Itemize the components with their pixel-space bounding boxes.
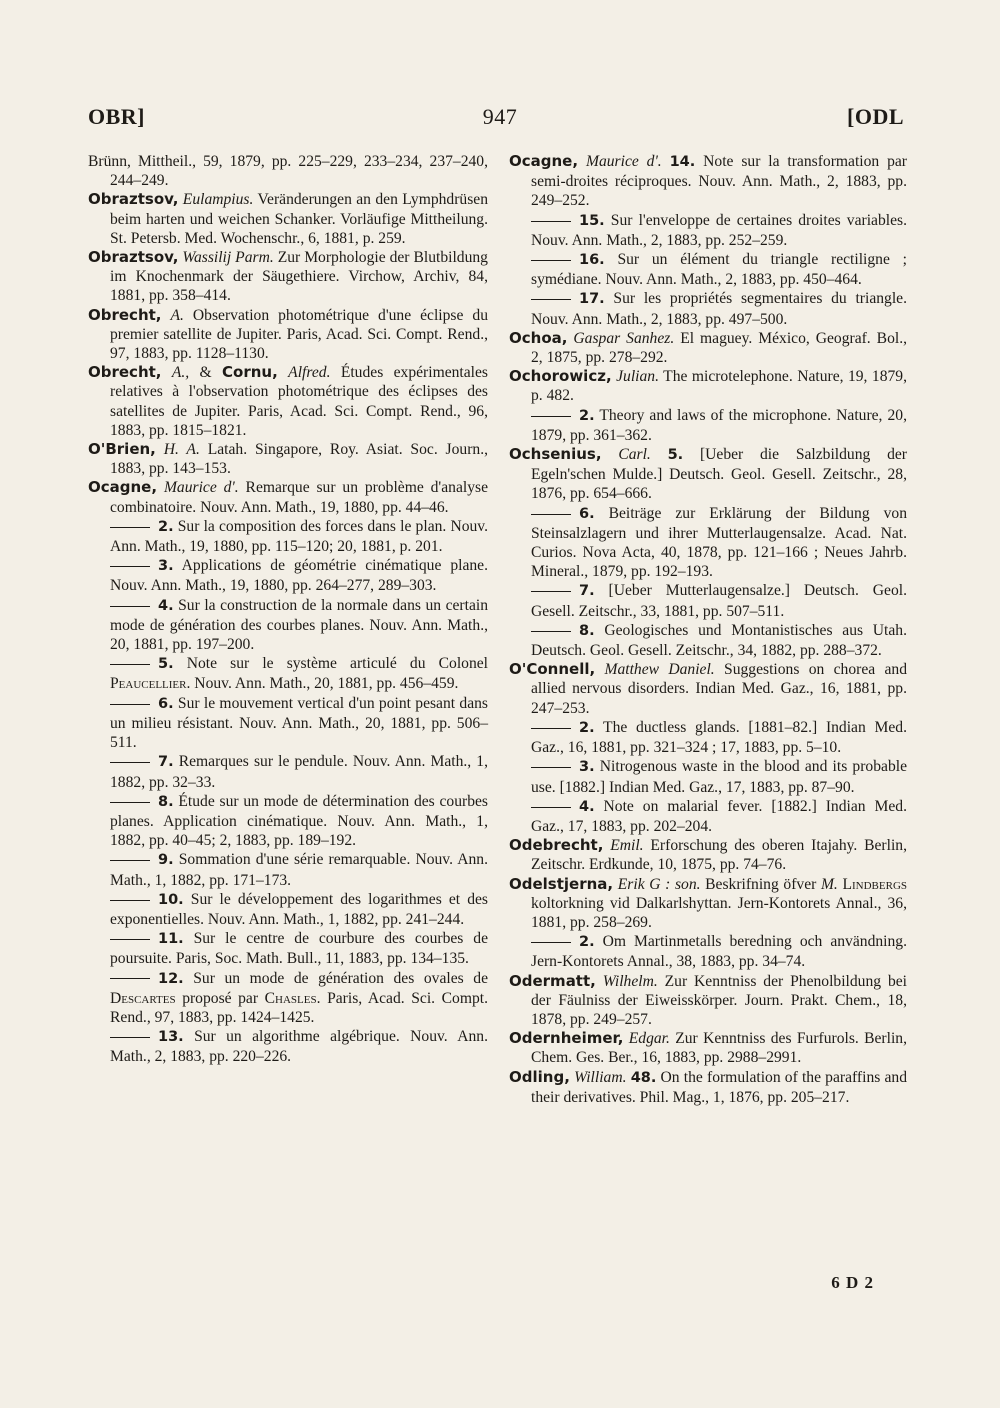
signature-mark: 6 D 2 <box>831 1273 874 1292</box>
author-given-name: Edgar. <box>628 1030 670 1048</box>
bibliography-sub-entry <box>509 621 907 660</box>
entry-number: 13. <box>158 1029 184 1046</box>
bibliography-sub-entry <box>509 406 907 445</box>
entry-text: Nitrogenous waste in the blood and its probable use. [1882.] Indian Med. Gaz., 17, 1883, pp. 87–90. <box>531 758 907 796</box>
author-given-name: Maurice d'. <box>585 153 662 170</box>
entry-number: 3. <box>158 558 174 575</box>
bibliography-entry <box>509 875 907 933</box>
entry-text: Suggestions on chorea and allied nervous disorders. Indian Med. Gaz., 16, 1881, pp. 247–253. <box>531 661 907 717</box>
bibliography-entry <box>509 660 907 718</box>
author-surname: Cornu, <box>222 363 278 382</box>
author-surname: Ochorowicz, <box>509 367 612 386</box>
ditto-dash <box>531 728 571 729</box>
ditto-dash <box>110 762 150 763</box>
bibliography-sub-entry <box>509 211 907 250</box>
bibliography-sub-entry <box>509 289 907 328</box>
author-surname: Obraztsov, <box>88 248 179 267</box>
author-given-name: Wilhelm. <box>602 972 658 990</box>
ditto-dash <box>110 704 150 705</box>
ditto-dash <box>110 664 150 665</box>
author-given-name: William. <box>574 1068 627 1086</box>
author-given-name: H. A. <box>163 441 200 459</box>
entry-text: Sur la construction de la normale dans un certain mode de génération des courbes planes. Nouv. Ann. Math., 20, 1881, pp. 197–200. <box>110 596 488 654</box>
right-column <box>509 152 907 1107</box>
bibliography-entry <box>88 478 488 516</box>
ditto-dash <box>110 802 150 803</box>
entry-text: Sur un mode de génération des ovales de <box>183 969 488 987</box>
entry-number: 7. <box>579 583 595 600</box>
bibliography-entry <box>509 836 907 874</box>
entry-text: The microtelephone. Nature, 19, 1879, p. 482. <box>531 368 907 405</box>
author-given-name: A., <box>171 364 190 382</box>
entry-text: Observation photométrique d'une éclipse du premier satellite de Jupiter. Paris, Acad. Sci. Compt. Rend., 97, 1883, pp. 1128–1130. <box>110 306 488 363</box>
author-given-name: Julian. <box>616 368 659 386</box>
entry-text: Sur la composition des forces dans le plan. Nouv. Ann. Math., 19, 1880, pp. 115–120; 20, 1881, p. 201. <box>110 517 488 556</box>
entry-number: 4. <box>579 798 595 815</box>
author-surname: Obrecht, <box>88 363 162 382</box>
entry-continuation <box>88 152 488 190</box>
bibliography-entry <box>88 190 488 248</box>
author-given-name: Erik G : son. <box>617 875 701 893</box>
entry-text: Étude sur un mode de détermination des courbes planes. Application cinématique. Nouv. Ann. Math., 1, 1882, pp. 40–45; 2, 1883, pp. 189–192. <box>110 792 488 850</box>
entry-number: 12. <box>158 970 184 987</box>
author-surname: Odelstjerna, <box>509 874 614 893</box>
entry-text: Applications de géométrie cinématique plane. Nouv. Ann. Math., 19, 1880, pp. 264–277, 289–303. <box>110 557 488 595</box>
entry-text: The ductless glands. [1881–82.] Indian Med. Gaz., 16, 1881, pp. 321–324 ; 17, 1883, pp. 5–10. <box>531 718 907 757</box>
author-surname: Odernheimer, <box>509 1029 624 1048</box>
entry-text: Theory and laws of the microphone. Nature, 20, 1879, pp. 361–362. <box>531 406 907 444</box>
entry-number: 16. <box>579 252 605 269</box>
entry-text: Geologisches und Montanistisches aus Utah. Deutsch. Geol. Gesell. Zeitschr., 34, 1882, pp. 288–372. <box>531 621 907 660</box>
entry-text: Zur Kenntniss der Phenolbildung bei der Fäulniss der Eiweisskörper. Journ. Prakt. Chem., 18, 1878, pp. 249–257. <box>531 972 907 1028</box>
entry-text: Om Martinmetalls beredning och användning. Jern-Kontorets Annal., 38, 1883, pp. 34–74. <box>531 933 907 971</box>
author-given-name: Alfred. <box>288 364 331 382</box>
entry-text: [Ueber die Salzbildung der Egeln'schen Mulde.] Deutsch. Geol. Gesell. Zeitschr., 28, 1876, pp. 654–666. <box>531 446 907 503</box>
entry-text: Remarque sur un problème d'analyse combinatoire. Nouv. Ann. Math., 19, 1880, pp. 44–46. <box>110 479 488 516</box>
ditto-dash <box>110 566 150 567</box>
entry-text: El maguey. México, Geograf. Bol., 2, 1875, pp. 278–292. <box>531 329 907 367</box>
entry-number: 3. <box>579 759 595 776</box>
entry-text: Nouv. Ann. Math., 20, 1881, pp. 456–459. <box>190 675 459 693</box>
entry-number: 10. <box>158 891 184 908</box>
bibliography-sub-entry <box>509 581 907 620</box>
author-initial: M. <box>820 875 838 893</box>
bibliography-sub-entry <box>88 556 488 595</box>
entry-text: Brünn, Mittheil., 59, 1879, pp. 225–229, 233–234, 237–240, 244–249. <box>88 153 488 190</box>
entry-text: Zur Morphologie der Blutbildung im Knochenmark der Säugethiere. Virchow, Archiv, 84, 1881, pp. 358–414. <box>110 249 488 305</box>
ditto-dash <box>110 860 150 861</box>
entry-number: 5. <box>158 656 174 673</box>
bibliography-sub-entry <box>509 250 907 289</box>
ditto-dash <box>110 900 150 901</box>
person-name: Peaucellier. <box>110 675 191 693</box>
author-surname: Odebrecht, <box>509 836 604 855</box>
entry-number: 2. <box>579 934 595 951</box>
entry-number: 2. <box>579 407 595 424</box>
ditto-dash <box>110 606 150 607</box>
running-head-left: OBR] <box>88 104 145 129</box>
bibliography-sub-entry <box>88 752 488 791</box>
entry-text: Sur l'enveloppe de certaines droites variables. Nouv. Ann. Math., 2, 1883, pp. 252–259. <box>531 211 907 249</box>
page-number: 947 <box>482 104 518 129</box>
entry-text: koltorkning vid Dalkarlshyttan. Jern-Kontorets Annal., 36, 1881, pp. 258–269. <box>531 894 907 931</box>
bibliography-entry <box>88 363 488 440</box>
ditto-dash <box>110 978 150 979</box>
bibliography-entry <box>509 445 907 504</box>
author-surname: Ochoa, <box>509 328 568 347</box>
entry-text: Beiträge zur Erklärung der Bildung von Steinsalzlagern und ihrer Mutterlaugensalze. Acad. Nat. Curios. Nova Acta, 40, 1878, pp. 121–166 ; Neues Jahrb. Mineral., 1879, pp. 192–193. <box>531 504 907 581</box>
bibliography-entry <box>509 329 907 367</box>
author-given-name: Gaspar Sanhez. <box>573 329 675 347</box>
bibliography-sub-entry <box>88 929 488 968</box>
author-surname: Odermatt, <box>509 971 596 990</box>
bibliography-sub-entry <box>88 694 488 753</box>
entry-number: 17. <box>579 291 605 308</box>
ditto-dash <box>531 631 571 632</box>
entry-number: 8. <box>158 793 174 810</box>
entry-text: proposé par <box>175 989 265 1007</box>
entry-number: 2. <box>579 719 595 736</box>
entry-text: Sur le mouvement vertical d'un point pesant dans un milieu résistant. Nouv. Ann. Math., 20, 1881, pp. 506–511. <box>110 694 488 752</box>
author-surname: Obrecht, <box>88 305 162 324</box>
entry-text: Paris, Acad. Sci. Compt. Rend., 97, 1883, pp. 1424–1425. <box>110 989 488 1026</box>
bibliography-sub-entry <box>509 718 907 757</box>
bibliography-sub-entry <box>509 757 907 796</box>
entry-number: 15. <box>579 212 605 229</box>
running-head-right: [ODL <box>847 104 904 129</box>
entry-text: Remarques sur le pendule. Nouv. Ann. Math., 1, 1882, pp. 32–33. <box>110 753 488 791</box>
ditto-dash <box>531 416 571 417</box>
entry-text: Sur un élément du triangle rectiligne ; symédiane. Nouv. Ann. Math., 2, 1883, pp. 450–464. <box>531 251 907 289</box>
entry-number: 6. <box>579 505 595 522</box>
bibliography-sub-entry <box>88 890 488 929</box>
author-surname: Ocagne, <box>88 478 158 497</box>
entry-text: Études expérimentales relatives à l'observation photométrique des éclipses des satellites de Jupiter. Paris, Acad. Sci. Compt. Rend., 96, 1883, pp. 1815–1821. <box>110 364 488 439</box>
entry-text: Sur un algorithme algébrique. Nouv. Ann. Math., 2, 1883, pp. 220–226. <box>110 1028 488 1066</box>
ditto-dash <box>531 942 571 943</box>
author-surname: O'Brien, <box>88 440 156 459</box>
entry-number: 6. <box>158 695 174 712</box>
ditto-dash <box>531 591 571 592</box>
author-surname: Ochsenius, <box>509 445 602 464</box>
entry-text: Latah. Singapore, Roy. Asiat. Soc. Journ., 1883, pp. 143–153. <box>110 441 489 478</box>
author-given-name: Matthew Daniel. <box>604 661 715 679</box>
author-given-name: Carl. <box>618 446 651 464</box>
bibliography-sub-entry <box>88 792 488 851</box>
entry-text: [Ueber Mutterlaugensalze.] Deutsch. Geol. Gesell. Zeitschr., 33, 1881, pp. 507–511. <box>531 582 907 620</box>
bibliography-entry <box>509 1029 907 1067</box>
bibliography-entry <box>509 152 907 211</box>
entry-number: 11. <box>158 931 184 948</box>
entry-text: On the formulation of the paraffins and their derivatives. Phil. Mag., 1, 1876, pp. 205–217. <box>531 1068 908 1106</box>
bibliography-entry <box>509 1068 907 1107</box>
entry-text: Beskrifning öfver <box>700 875 821 893</box>
entry-text: Note on malarial fever. [1882.] Indian Med. Gaz., 17, 1883, pp. 202–204. <box>531 797 907 835</box>
entry-number: 4. <box>158 597 174 614</box>
ditto-dash <box>110 1037 150 1038</box>
person-name: Lindbergs <box>842 875 907 893</box>
author-surname: O'Connell, <box>509 660 596 679</box>
entry-text: Sur le développement des logarithmes et des exponentielles. Nouv. Ann. Math., 1, 1882, pp. 241–244. <box>110 890 488 928</box>
bibliography-entry <box>88 440 488 478</box>
author-given-name: Eulampius. <box>182 191 254 209</box>
author-surname: Obraztsov, <box>88 190 179 209</box>
author-given-name: A. <box>170 306 184 324</box>
bibliography-sub-entry <box>88 850 488 889</box>
ditto-dash <box>531 514 571 515</box>
bibliography-sub-entry <box>88 654 488 693</box>
entry-number: 9. <box>158 852 174 869</box>
author-given-name: Emil. <box>610 837 644 855</box>
ditto-dash <box>110 527 150 528</box>
bibliography-entry <box>88 248 488 306</box>
author-surname: Odling, <box>509 1067 570 1086</box>
entry-text: Sur le centre de courbure des courbes de poursuite. Paris, Soc. Math. Bull., 11, 1883, pp. 134–135. <box>110 930 488 968</box>
bibliography-entry <box>88 306 488 364</box>
author-joiner: & <box>189 364 223 382</box>
ditto-dash <box>531 767 571 768</box>
ditto-dash <box>531 221 571 222</box>
left-column <box>88 152 488 1067</box>
entry-number: 7. <box>158 754 174 771</box>
entry-number: 8. <box>579 622 595 639</box>
entry-text: Sommation d'une série remarquable. Nouv. Ann. Math., 1, 1882, pp. 171–173. <box>110 851 488 889</box>
bibliography-sub-entry <box>509 797 907 836</box>
entry-text: Veränderungen an den Lymphdrüsen beim harten und weichen Schanker. Vorläufige Mittheilung. St. Petersb. Med. Wochenschr., 6, 1881, p. 259. <box>110 191 489 247</box>
person-name: Chasles. <box>264 989 321 1007</box>
entry-text: Zur Kenntniss des Furfurols. Berlin, Chem. Ges. Ber., 16, 1883, pp. 2988–2991. <box>531 1030 907 1067</box>
author-given-name: Maurice d'. <box>163 479 239 497</box>
bibliography-sub-entry <box>88 596 488 655</box>
entry-number: 2. <box>158 518 174 535</box>
bibliography-sub-entry <box>509 932 907 971</box>
entry-text: Note sur la transformation par semi-droites réciproques. Nouv. Ann. Math., 2, 1883, pp. 249–252. <box>531 153 907 210</box>
person-name: Descartes <box>110 989 176 1007</box>
author-surname: Ocagne, <box>509 152 579 170</box>
bibliography-sub-entry <box>88 1027 488 1066</box>
entry-text: Erforschung des oberen Itajahy. Berlin, Zeitschr. Erdkunde, 10, 1875, pp. 74–76. <box>531 837 907 874</box>
entry-number: 5. <box>667 447 684 464</box>
entry-text: Sur les propriétés segmentaires du triangle. Nouv. Ann. Math., 2, 1883, pp. 497–500. <box>531 290 907 328</box>
bibliography-sub-entry <box>88 517 488 556</box>
entry-number: 14. <box>669 154 696 170</box>
entry-text: Note sur le système articulé du Colonel <box>173 655 488 673</box>
author-given-name: Wassilij Parm. <box>182 249 274 267</box>
ditto-dash <box>531 807 571 808</box>
bibliography-entry <box>509 367 907 405</box>
bibliography-sub-entry <box>88 969 488 1028</box>
ditto-dash <box>531 260 571 261</box>
bibliography-sub-entry <box>509 504 907 582</box>
ditto-dash <box>531 299 571 300</box>
entry-number: 48. <box>630 1069 657 1086</box>
ditto-dash <box>110 939 150 940</box>
bibliography-entry <box>509 972 907 1030</box>
